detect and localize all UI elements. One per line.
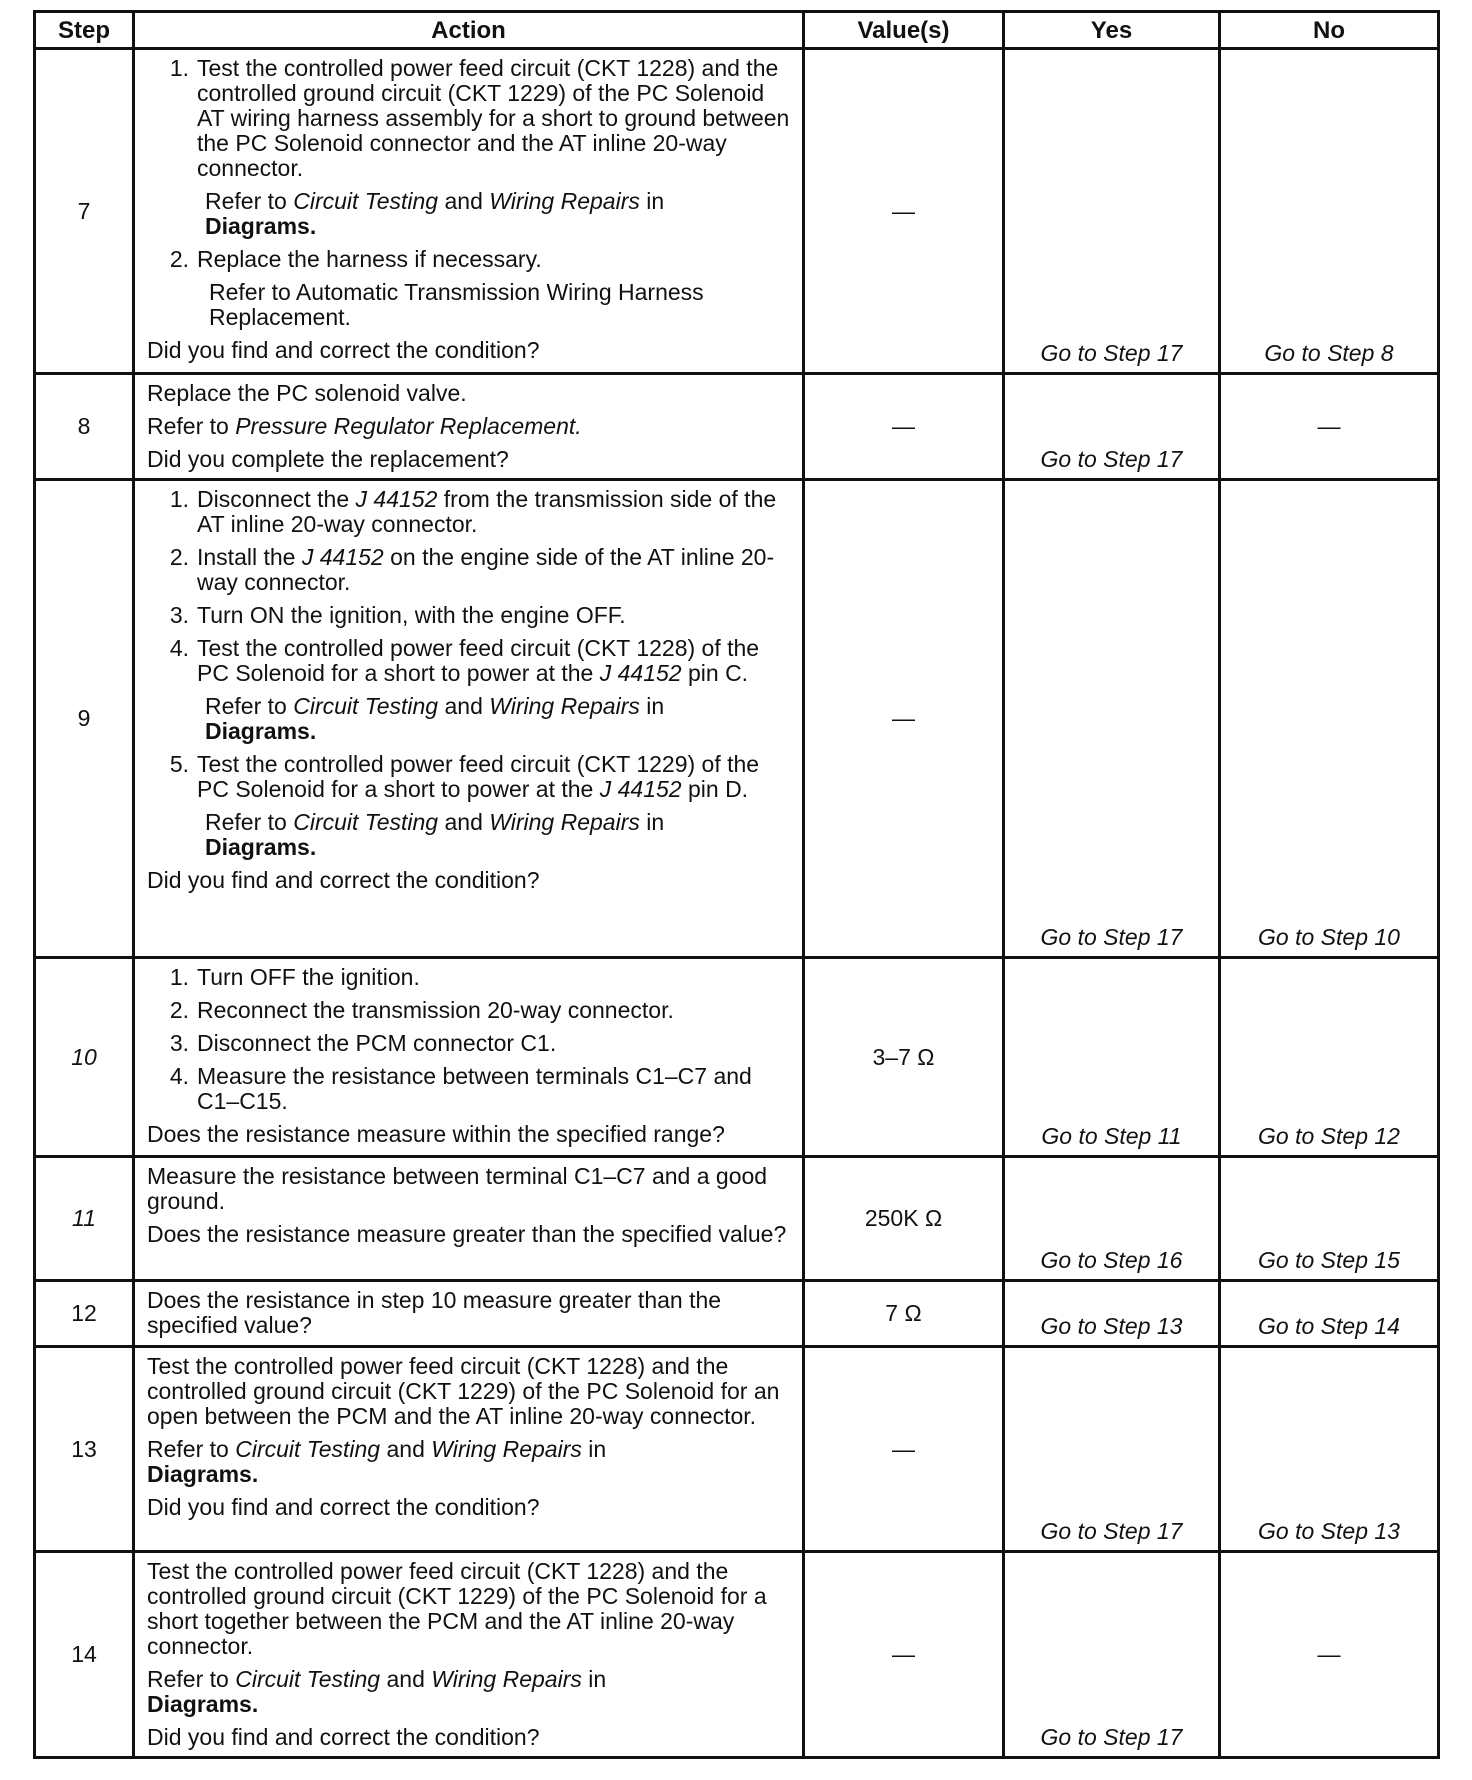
action-cell <box>134 1552 804 1758</box>
yes-cell: Go to Step 17 <box>1004 1347 1220 1552</box>
yes-cell: Go to Step 11 <box>1004 958 1220 1157</box>
question: Does the resistance measure within the specified range? <box>147 1121 725 1147</box>
step-number: 8 <box>35 374 134 480</box>
question: Did you find and correct the condition? <box>147 867 540 893</box>
table-row <box>35 480 1439 958</box>
no-cell: Go to Step 14 <box>1220 1281 1439 1347</box>
yes-cell: Go to Step 17 <box>1004 49 1220 374</box>
table-row <box>35 1281 1439 1347</box>
value-cell: 7 Ω <box>804 1281 1004 1347</box>
reference-note: Refer to Circuit Testing and Wiring Repairs in Diagrams. <box>205 809 665 860</box>
reference-note: Refer to Automatic Transmission Wiring Harness Replacement. <box>209 279 704 330</box>
diagnostic-table <box>33 10 1440 1759</box>
action-cell <box>134 1281 804 1347</box>
step-number: 14 <box>35 1552 134 1758</box>
item-text: Replace the harness if necessary. <box>197 246 542 272</box>
item-number: 2. <box>169 246 189 272</box>
step-number: 7 <box>35 49 134 374</box>
action-text: Test the controlled power feed circuit (CKT 1228) and the controlled ground circuit (CKT 1229) of the PC Solenoid for a short together between the PCM and the AT inline 20-way connector. <box>147 1558 767 1659</box>
no-cell: Go to Step 8 <box>1220 49 1439 374</box>
action-cell <box>134 480 804 958</box>
step-number: 11 <box>35 1157 134 1281</box>
list-item: 2. Install the J 44152 on the engine side of the AT inline 20-way connector. <box>169 544 775 595</box>
action-text: Measure the resistance between terminal C1–C7 and a good ground. <box>147 1163 768 1214</box>
action-cell <box>134 1347 804 1552</box>
step-number: 9 <box>35 480 134 958</box>
action-cell <box>134 958 804 1157</box>
table-row <box>35 1347 1439 1552</box>
table-row <box>35 958 1439 1157</box>
list-item: 3. Disconnect the PCM connector C1. <box>169 1030 557 1056</box>
item-number: 1. <box>169 55 189 81</box>
table-row <box>35 1552 1439 1758</box>
step-number: 10 <box>35 958 134 1157</box>
no-cell: — <box>1220 1552 1439 1758</box>
no-cell: Go to Step 10 <box>1220 480 1439 958</box>
no-cell: Go to Step 12 <box>1220 958 1439 1157</box>
action-cell <box>134 374 804 480</box>
list-item: 4. Measure the resistance between terminals C1–C7 and C1–C15. <box>169 1063 752 1114</box>
table-row <box>35 374 1439 480</box>
question: Did you find and correct the condition? <box>147 1724 540 1750</box>
action-cell <box>134 1157 804 1281</box>
value-cell: — <box>804 49 1004 374</box>
table-row <box>35 49 1439 374</box>
question: Did you find and correct the condition? <box>147 1494 540 1520</box>
list-item <box>147 56 794 181</box>
value-cell: — <box>804 374 1004 480</box>
header-no: No <box>1220 12 1439 49</box>
header-row <box>35 12 1439 49</box>
yes-cell: Go to Step 17 <box>1004 480 1220 958</box>
reference-note: Refer to Pressure Regulator Replacement. <box>147 413 582 439</box>
reference-note: Refer to Circuit Testing and Wiring Repairs in Diagrams. <box>205 693 665 744</box>
no-cell: — <box>1220 374 1439 480</box>
list-item <box>147 247 794 272</box>
list-item: 3. Turn ON the ignition, with the engine OFF. <box>169 602 626 628</box>
header-yes: Yes <box>1004 12 1220 49</box>
reference-note: Refer to Circuit Testing and Wiring Repairs in Diagrams. <box>147 1436 607 1487</box>
value-cell: — <box>804 480 1004 958</box>
item-text: Test the controlled power feed circuit (CKT 1228) and the controlled ground circuit (CKT 1229) of the PC Solenoid AT wiring harness assembly for a short to ground between the PC Solenoid connector and the AT inline 20-way connector. <box>197 55 790 181</box>
list-item: 5. Test the controlled power feed circuit (CKT 1229) of the PC Solenoid for a short to power at the J 44152 pin D. <box>169 751 760 802</box>
value-cell: 3–7 Ω <box>804 958 1004 1157</box>
yes-cell: Go to Step 16 <box>1004 1157 1220 1281</box>
list-item: 2. Reconnect the transmission 20-way connector. <box>169 997 674 1023</box>
action-text: Test the controlled power feed circuit (CKT 1228) and the controlled ground circuit (CKT 1229) of the PC Solenoid for an open between the PCM and the AT inline 20-way connector. <box>147 1353 780 1429</box>
yes-cell: Go to Step 17 <box>1004 1552 1220 1758</box>
action-text: Replace the PC solenoid valve. <box>147 380 467 406</box>
reference-note: Refer to Circuit Testing and Wiring Repairs in Diagrams. <box>147 1666 607 1717</box>
question: Does the resistance measure greater than the specified value? <box>147 1221 787 1247</box>
question: Did you find and correct the condition? <box>147 337 540 363</box>
question: Does the resistance in step 10 measure greater than the specified value? <box>147 1287 722 1338</box>
header-values: Value(s) <box>804 12 1004 49</box>
action-cell <box>134 49 804 374</box>
list-item: 4. Test the controlled power feed circuit (CKT 1228) of the PC Solenoid for a short to power at the J 44152 pin C. <box>169 635 760 686</box>
table-row <box>35 1157 1439 1281</box>
header-step: Step <box>35 12 134 49</box>
step-number: 13 <box>35 1347 134 1552</box>
step-number: 12 <box>35 1281 134 1347</box>
list-item: 1. Turn OFF the ignition. <box>169 964 420 990</box>
yes-cell: Go to Step 13 <box>1004 1281 1220 1347</box>
list-item: 1. Disconnect the J 44152 from the transmission side of the AT inline 20-way connector. <box>169 486 777 537</box>
reference-note: Refer to Circuit Testing and Wiring Repairs in Diagrams. <box>205 188 665 239</box>
header-action: Action <box>134 12 804 49</box>
question: Did you complete the replacement? <box>147 446 509 472</box>
yes-cell: Go to Step 17 <box>1004 374 1220 480</box>
value-cell: 250K Ω <box>804 1157 1004 1281</box>
value-cell: — <box>804 1347 1004 1552</box>
no-cell: Go to Step 15 <box>1220 1157 1439 1281</box>
value-cell: — <box>804 1552 1004 1758</box>
no-cell: Go to Step 13 <box>1220 1347 1439 1552</box>
